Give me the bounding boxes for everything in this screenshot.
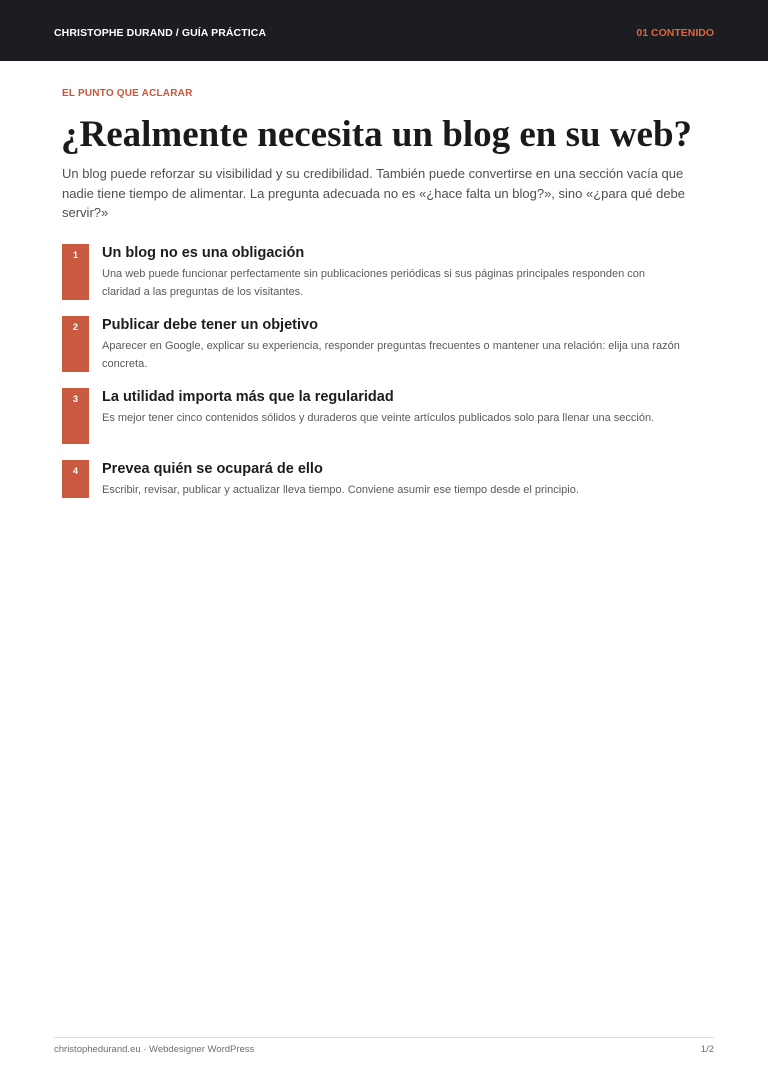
list-item-text: Escribir, revisar, publicar y actualizar lleva tiempo. Conviene asumir ese tiempo desde el principio. — [102, 484, 579, 496]
number-label: 2 — [72, 322, 78, 332]
list-item — [62, 460, 682, 532]
list-item — [62, 388, 682, 460]
list-item-title: Prevea quién se ocupará de ello — [102, 461, 323, 477]
list-item — [62, 316, 682, 388]
page-title: ¿Realmente necesita un blog en su web? — [61, 114, 693, 155]
number-badge — [62, 244, 89, 300]
number-label: 1 — [72, 250, 78, 260]
number-label: 4 — [72, 466, 78, 476]
eyebrow-label: EL PUNTO QUE ACLARAR — [62, 88, 193, 99]
footer-site-label: christophedurand.eu · Webdesigner WordPress — [54, 1044, 255, 1055]
list-item-body — [102, 244, 682, 301]
list-item-body — [102, 388, 682, 427]
list-item-text: Es mejor tener cinco contenidos sólidos y duraderos que veinte artículos publicados solo para llenar una sección. — [102, 412, 655, 424]
list-item-body — [102, 460, 682, 499]
number-badge — [62, 316, 89, 372]
list-item-title: La utilidad importa más que la regularidad — [102, 389, 394, 405]
list-item — [62, 244, 682, 316]
list-item-title: Publicar debe tener un objetivo — [102, 317, 318, 333]
list-item-text: Una web puede funcionar perfectamente sin publicaciones periódicas si sus páginas principales responden con claridad a las preguntas de los visitantes. — [102, 268, 646, 298]
footer-divider — [54, 1037, 714, 1038]
number-label: 3 — [72, 394, 78, 404]
header-bar — [0, 0, 768, 61]
list-item-text: Aparecer en Google, explicar su experiencia, responder preguntas frecuentes o mantener una relación: elija una razón concreta. — [102, 340, 680, 370]
list-item-title: Un blog no es una obligación — [102, 245, 305, 261]
page-number: 1/2 — [700, 1044, 714, 1055]
header-section-label: 01 CONTENIDO — [636, 27, 714, 39]
number-badge — [62, 388, 89, 444]
intro-paragraph: Un blog puede reforzar su visibilidad y su credibilidad. También puede convertirse en una sección vacía que nadie tiene tiempo de alimentar. La pregunta adecuada no es «¿hace falta un blog?», sino «¿para qué debe servir?» — [62, 166, 686, 220]
header-author-title: CHRISTOPHE DURAND / GUÍA PRÁCTICA — [54, 27, 267, 39]
number-badge — [62, 460, 89, 498]
numbered-list — [62, 244, 682, 532]
list-item-body — [102, 316, 682, 373]
